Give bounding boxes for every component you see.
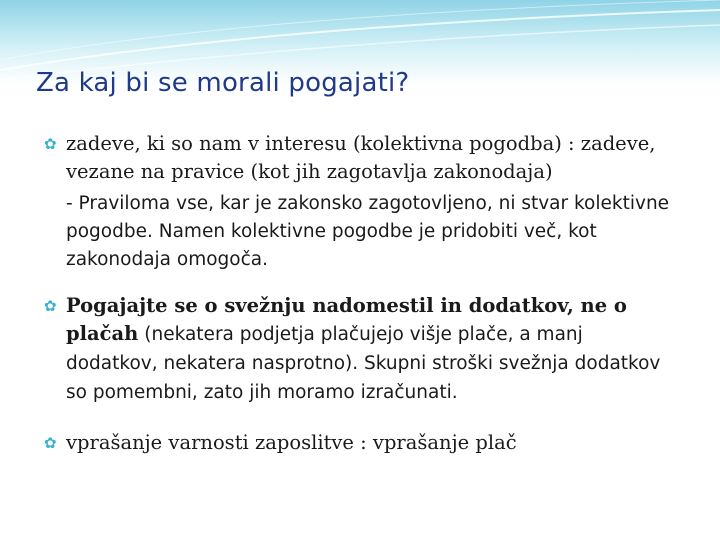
leaf-bullet-icon: ✿ [44, 135, 57, 153]
bullet-item [44, 429, 674, 457]
bullet-subtext: - Praviloma vse, kar je zakonsko zagotovljeno, ni stvar kolektivne pogodbe. Namen kolektivne pogodbe je pridobiti več, kot zakonodaja omogoča. [66, 193, 670, 270]
bullet-bold-text: Pogajajte se o svežnju nadomestil in dodatkov, ne o plačah [66, 294, 627, 345]
leaf-bullet-icon: ✿ [44, 434, 57, 452]
slide-title: Za kaj bi se morali pogajati? [36, 68, 410, 98]
bullet-item [44, 130, 674, 186]
leaf-bullet-icon: ✿ [44, 297, 57, 315]
bullet-text: vprašanje varnosti zaposlitve : vprašanje plač [66, 431, 517, 454]
bullet-item [44, 292, 674, 407]
slide-content [44, 130, 674, 457]
bullet-text: (nekatera podjetja plačujejo višje plače, a manj dodatkov, nekatera nasprotno). Skupni stroški svežnja dodatkov so pomembni, zato jih moramo izračunati. [66, 324, 661, 403]
bullet-text: zadeve, ki so nam v interesu (kolektivna pogodba) : zadeve, vezane na pravice (kot jih zagotavlja zakonodaja) [66, 132, 656, 183]
